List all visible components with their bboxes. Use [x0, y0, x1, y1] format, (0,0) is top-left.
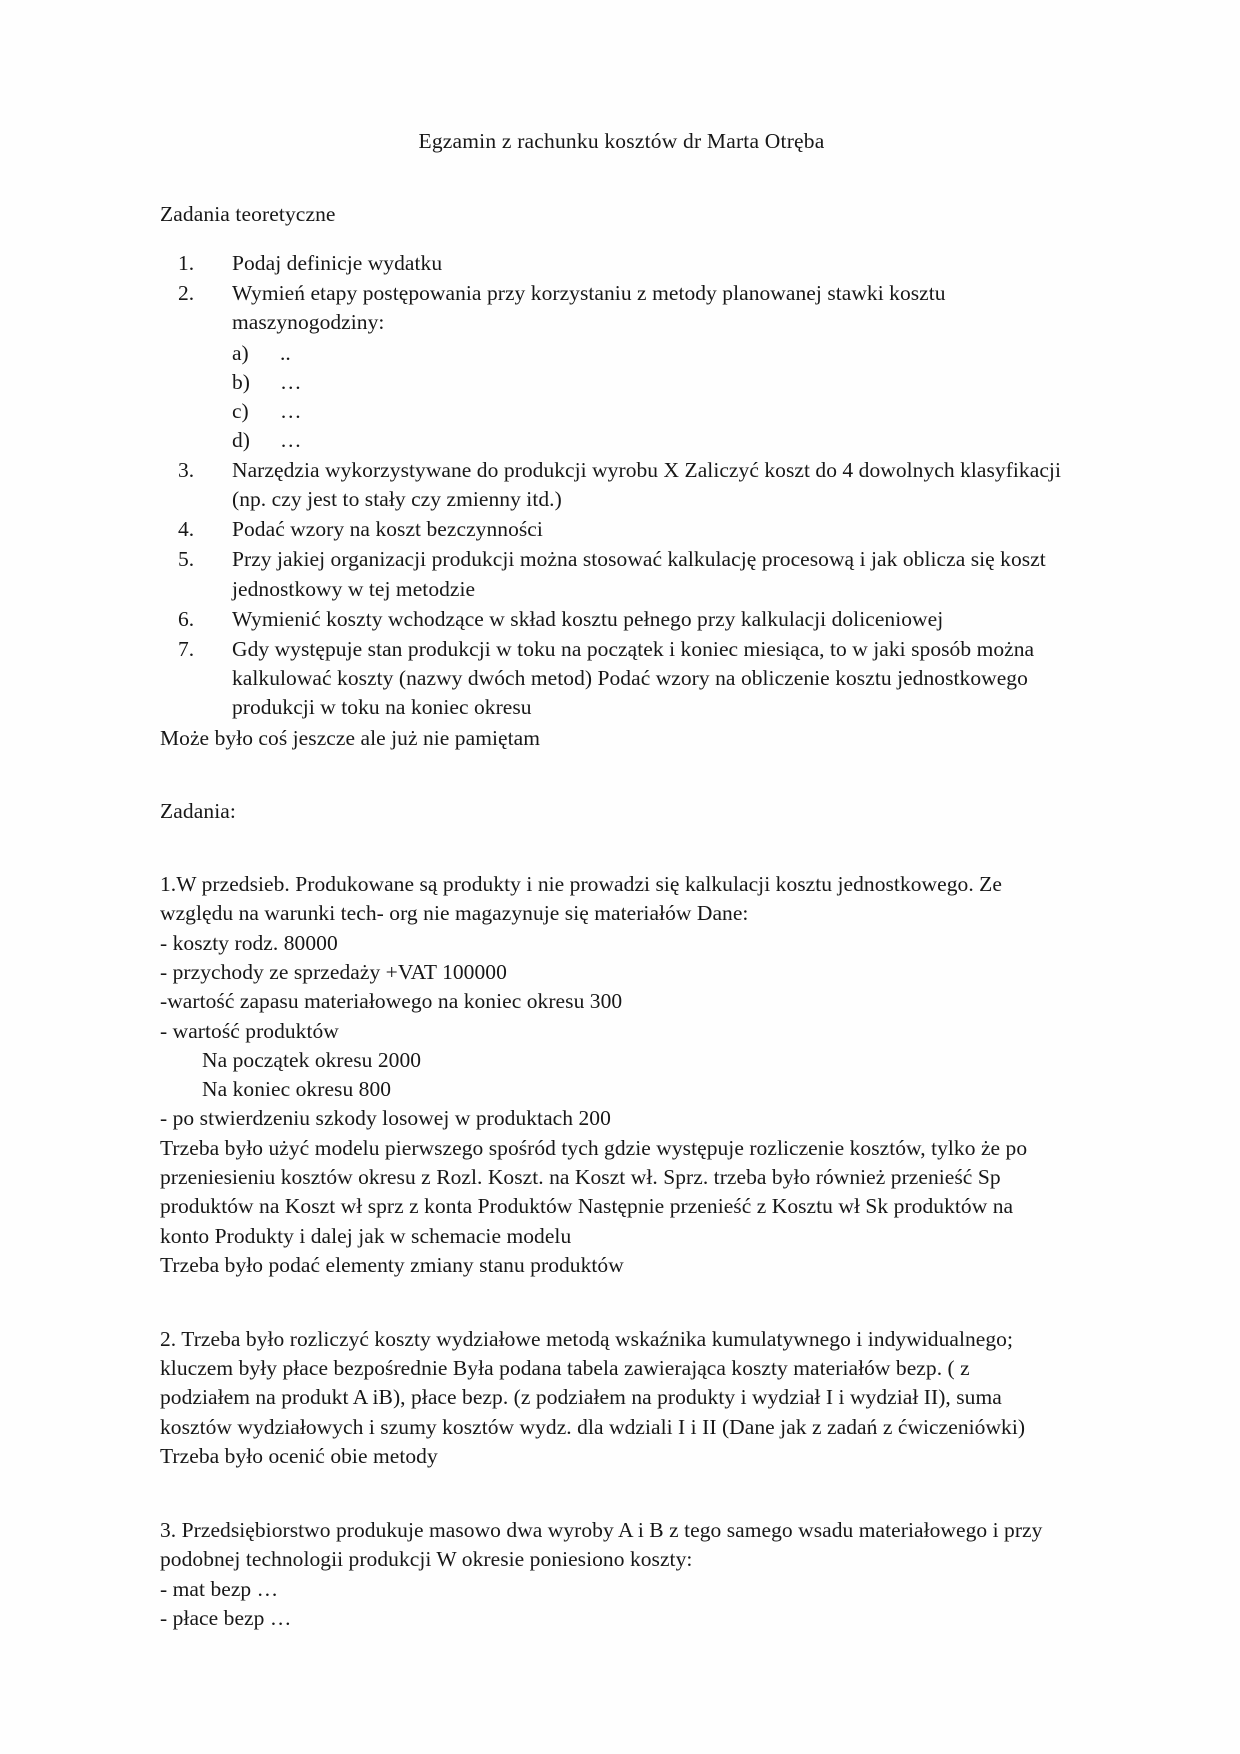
page-title: Egzamin z rachunku kosztów dr Marta Otręba	[418, 129, 825, 153]
spacer	[160, 1281, 1065, 1325]
task1-intro: 1.W przedsieb. Produkowane są produkty i nie prowadzi się kalkulacji kosztu jednostkowego. Ze względu na warunki tech- org nie magazynuje się materiałów Dane:	[160, 871, 1002, 926]
task1-indented-line: Na początek okresu 2000	[202, 1047, 422, 1072]
list-item	[160, 515, 1065, 544]
list-marker: d)	[232, 428, 250, 453]
list-item	[160, 339, 1065, 368]
task2-body: 2. Trzeba było rozliczyć koszty wydziałowe metodą wskaźnika kumulatywnego i indywidualnego; kluczem były płace bezpośrednie Była podana tabela zawierająca koszty materiałów bezp. ( z podziałem na produkt A iB), płace bezp. (z podziałem na produkty i wydział I i wydział II), suma kosztów wydziałowych i szumy kosztów wydz. dla wdziali I i II (Dane jak z zadań z ćwiczeniówki) Trzeba było ocenić obie metody	[160, 1326, 1026, 1469]
theory-question-list	[160, 249, 1065, 338]
list-item-text: Wymienić koszty wchodzące w skład kosztu pełnego przy kalkulacji doliceniowej	[232, 606, 944, 631]
tasks-heading: Zadania:	[160, 798, 237, 823]
task1-body: Trzeba było użyć modelu pierwszego spośród tych gdzie występuje rozliczenie kosztów, tylko że po przeniesieniu kosztów okresu z Rozl. Koszt. na Koszt wł. Sprz. trzeba było również przenieść Sp produktów na Koszt wł sprz z konta Produktów Następnie przenieść z Kosztu wł Sk produktów na konto Produkty i dalej jak w schemacie modelu	[160, 1135, 1028, 1248]
spacer	[160, 753, 1065, 797]
list-marker: c)	[232, 399, 249, 424]
task3-data-line: - mat bezp …	[160, 1576, 279, 1601]
task1-data-line: - wartość produktów	[160, 1018, 339, 1043]
list-marker: 1.	[178, 250, 195, 275]
task1-data-line: - przychody ze sprzedaży +VAT 100000	[160, 960, 507, 985]
list-marker: a)	[232, 340, 249, 365]
task3-data-line: - płace bezp …	[160, 1605, 292, 1630]
spacer	[160, 156, 1065, 200]
list-marker: b)	[232, 369, 250, 394]
list-marker: 5.	[178, 547, 195, 572]
list-marker: 6.	[178, 606, 195, 631]
task1-data-line: -wartość zapasu materiałowego na koniec okresu 300	[160, 989, 623, 1014]
list-marker: 3.	[178, 457, 195, 482]
theory-heading: Zadania teoretyczne	[160, 201, 336, 226]
list-item-text: ..	[280, 340, 291, 365]
task3-body: 3. Przedsiębiorstwo produkuje masowo dwa wyroby A i B z tego samego wsadu materiałowego i przy podobnej technologii produkcji W okresie poniesiono koszty:	[160, 1517, 1043, 1572]
task1-data-line: - po stwierdzeniu szkody losowej w produktach 200	[160, 1106, 611, 1131]
spacer	[160, 826, 1065, 870]
list-item	[160, 456, 1065, 514]
list-item-text: Narzędzia wykorzystywane do produkcji wyrobu X Zaliczyć koszt do 4 dowolnych klasyfikacji (np. czy jest to stały czy zmienny itd.)	[232, 457, 1061, 511]
list-item	[160, 635, 1065, 723]
theory-subitem-list	[160, 339, 1065, 456]
theory-question-list-continued	[160, 456, 1065, 723]
list-item-text: …	[280, 428, 302, 453]
document-content	[160, 128, 1065, 1633]
list-item-text: …	[280, 369, 302, 394]
list-item-text: Podaj definicje wydatku	[232, 250, 443, 275]
spacer	[160, 229, 1065, 249]
list-item-text: Podać wzory na koszt bezczynności	[232, 517, 543, 542]
task1-closing: Trzeba było podać elementy zmiany stanu produktów	[160, 1253, 624, 1278]
list-item-text: Przy jakiej organizacji produkcji można stosować kalkulację procesową i jak oblicza się koszt jednostkowy w tej metodzie	[232, 547, 1046, 601]
list-item	[160, 545, 1065, 603]
list-item-text: Wymień etapy postępowania przy korzystaniu z metody planowanej stawki kosztu maszynogodziny:	[232, 281, 946, 335]
list-item	[160, 249, 1065, 278]
list-marker: 2.	[178, 281, 195, 306]
theory-footnote: Może było coś jeszcze ale już nie pamiętam	[160, 725, 540, 750]
task1-indented-line: Na koniec okresu 800	[202, 1077, 392, 1102]
list-item	[160, 279, 1065, 337]
list-item	[160, 368, 1065, 397]
list-item	[160, 605, 1065, 634]
spacer	[160, 1472, 1065, 1516]
list-item	[160, 397, 1065, 426]
list-marker: 7.	[178, 637, 195, 661]
list-item	[160, 426, 1065, 455]
list-item-text: …	[280, 399, 302, 424]
list-item-text: Gdy występuje stan produkcji w toku na początek i koniec miesiąca, to w jaki sposób można kalkulować koszty (nazwy dwóch metod) Podać wzory na obliczenie kosztu jednostkowego produkcji w toku na koniec okresu	[232, 637, 1035, 720]
task1-data-line: - koszty rodz. 80000	[160, 930, 338, 955]
list-marker: 4.	[178, 517, 195, 542]
